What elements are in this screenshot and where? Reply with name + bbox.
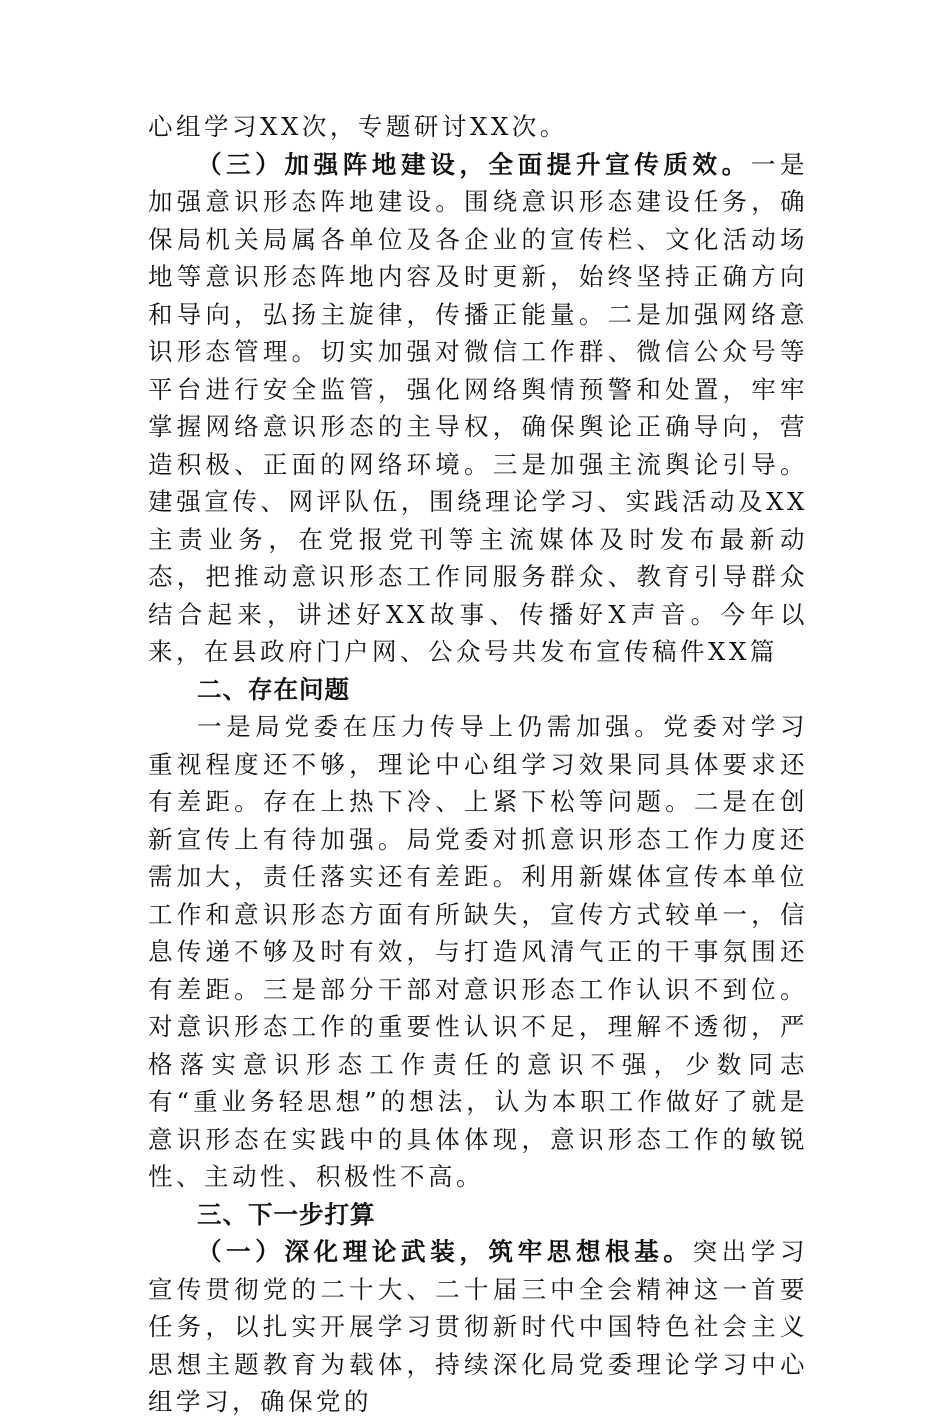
paragraph-section-3 — [148, 146, 808, 671]
paragraph-text: 突出学习宣传贯彻党的二十大、二十届三中全会精神这一首要任务，以扎实开展学习贯彻新时代中国特色社会主义思想主题教育为载体，持续深化局党委理论学习中心组学习，确保党的 — [148, 1237, 809, 1416]
paragraph-text: 一是加强意识形态阵地建设。围绕意识形态建设任务，确保局机关局属各单位及各企业的宣传栏、文化活动场地等意识形态阵地内容及时更新，始终坚持正确方向和导向，弘扬主旋律，传播正能量。二是加强网络意识形态管理。切实加强对微信工作群、微信公众号等平台进行安全监管，强化网络舆情预警和处置，牢牢掌握网络意识形态的主导权，确保舆论正确导向，营造积极、正面的网络环境。三是加强主流舆论引导。建强宣传、网评队伍，围绕理论学习、实践活动及XX主责业务，在党报党刊等主流媒体及时发布最新动态，把推动意识形态工作同服务群众、教育引导群众结合起来，讲述好XX故事、传播好X声音。今年以来，在县政府门户网、公众号共发布宣传稿件XX篇 — [148, 149, 809, 666]
paragraph-lead: （一）深化理论武装，筑牢思想根基。 — [197, 1237, 693, 1266]
paragraph-continuation: 心组学习XX次，专题研讨XX次。 — [148, 112, 568, 141]
heading-next-steps: 三、下一步打算 — [197, 1199, 376, 1229]
document-body — [148, 108, 808, 1421]
paragraph-problems: 一是局党委在压力传导上仍需加强。党委对学习重视程度还不够，理论中心组学习效果同具体要求还有差距。存在上热下冷、上紧下松等问题。二是在创新宣传上有待加强。局党委对抓意识形态工作力度还需加大，责任落实还有差距。利用新媒体宣传本单位工作和意识形态方面有所缺失，宣传方式较单一，信息传递不够及时有效，与打造风清气正的干事氛围还有差距。三是部分干部对意识形态工作认识不到位。对意识形态工作的重要性认识不足，理解不透彻，严格落实意识形态工作责任的意识不强，少数同志有“重业务轻思想”的想法，认为本职工作做好了就是意识形态在实践中的具体体现，意识形态工作的敏锐性、主动性、积极性不高。 — [148, 712, 808, 1191]
heading-existing-problems: 二、存在问题 — [197, 674, 350, 704]
paragraph-lead: （三）加强阵地建设，全面提升宣传质效。 — [197, 149, 751, 179]
paragraph-next-1 — [148, 1233, 808, 1421]
